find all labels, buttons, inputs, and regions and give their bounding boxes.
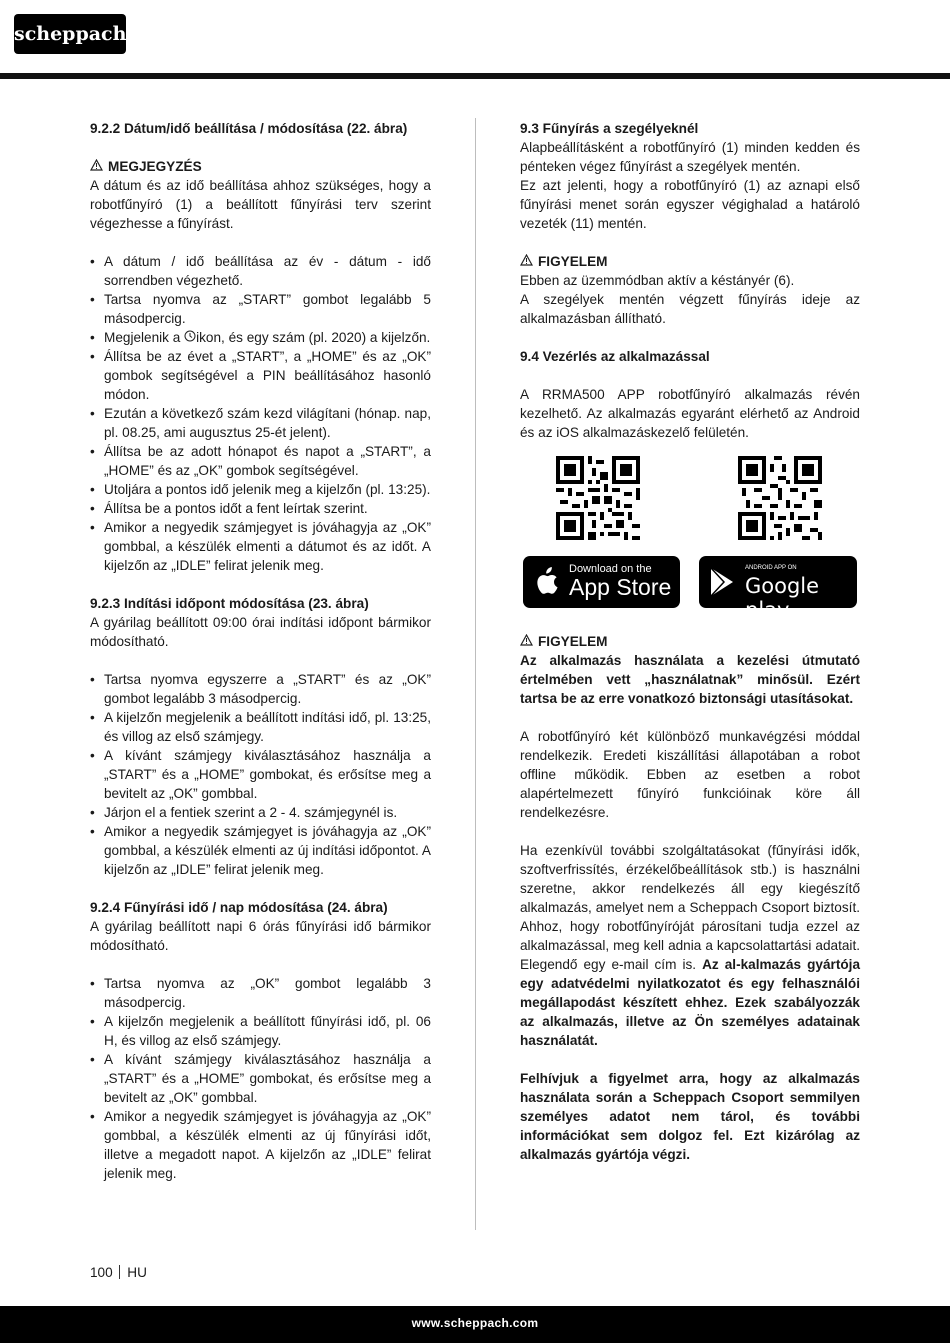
list-item: • A kijelzőn megjelenik a beállított fűnyírási idő, pl. 06 H, és villog az első számjegy. [90,1012,431,1050]
section-9-2-4-intro: A gyárilag beállított napi 6 órás fűnyírási idő bármikor módosítható. [90,919,431,953]
app-store-badge[interactable] [523,556,680,608]
list-item: • A kívánt számjegy kiválasztásához használja a „START” és a „HOME” gombokat, és erősítse meg a bevitelt az „OK” gombbal. [90,1050,431,1107]
list-item: • Ezután a következő szám kezd világítani (hónap. nap, pl. 08.25, ami augusztus 25-ét jelent). [90,404,431,442]
store-badges [520,556,860,622]
app-store-small-label: Download on the [569,563,652,575]
section-9-4-title: 9.4 Vezérlés az alkalmazással [520,349,710,364]
section-9-4-p1: A RRMA500 APP robotfűnyíró alkalmazás révén kezelhető. Az alkalmazás egyaránt elérhető az Android és az iOS alkalmazáskezelő felületén. [520,387,860,440]
section-9-2-3-title: 9.2.3 Indítási időpont módosítása (23. ábra) [90,596,369,611]
page-number: 100 HU [90,1265,147,1280]
list-item: • A kijelzőn megjelenik a beállított indítási idő, pl. 13:25, és villog az első számjegy. [90,708,431,746]
warning-icon [520,632,534,651]
warning-text-2: A szegélyek mentén végzett fűnyírás ideje az alkalmazásban állítható. [520,292,860,326]
qr-code-ios[interactable] [556,456,640,540]
list-item: • Amikor a negyedik számjegyet is jóváhagyja az „OK” gombbal, a készülék elmenti az új indítási időpontot. A kijelzőn az „IDLE” felirat jelenik meg. [90,822,431,879]
left-column [90,119,431,1183]
list-item: • Állítsa be az évet a „START”, a „HOME” és az „OK” gombok segítségével a PIN beállításához hasonló módon. [90,347,431,404]
list-item: • Megjelenik a ikon, és egy szám (pl. 2020) a kijelzőn. [90,328,431,347]
google-play-small-label: ANDROID APP ON [745,565,797,571]
list-item: • Járjon el a fentiek szerint a 2 - 4. számjegynél is. [90,803,431,822]
list-item: • Állítsa be a pontos időt a fent leírtak szerint. [90,499,431,518]
section-9-4-p2: A robotfűnyíró két különböző munkavégzési móddal rendelkezik. Eredeti kiszállítási állapotában a robot offline működik. Ebben az esetben a robot alapértelmezett fűnyíró funkcióinak köre áll rendelkezésre. [520,729,860,820]
bullet-list-9-2-3 [90,670,431,879]
bullet-list-9-2-2 [90,252,431,575]
section-9-2-4-title: 9.2.4 Fűnyírási idő / nap módosítása (24. ábra) [90,900,388,915]
website-link[interactable]: www.scheppach.com [411,1316,539,1330]
warning-bold-text: Az alkalmazás használata a kezelési útmutató értelmében vett „használatnak” minősül. Ezért tartsa be az erre vonatkozó biztonsági utasításokat. [520,653,860,706]
list-item: • Utoljára a pontos idő jelenik meg a kijelzőn (pl. 13:25). [90,480,431,499]
clock-icon [184,330,196,345]
column-divider [475,118,476,1230]
section-9-2-2-title: 9.2.2 Dátum/idő beállítása / módosítása (22. ábra) [90,121,408,136]
list-item: • A kívánt számjegy kiválasztásához használja a „START” és a „HOME” gombokat, és erősítse meg a bevitelt az „OK” gombbal. [90,746,431,803]
note-heading: MEGJEGYZÉS [90,157,431,176]
warning-text-1: Ebben az üzemmódban aktív a késtányér (6). [520,273,795,288]
play-icon [709,567,735,602]
bullet-list-9-2-4 [90,974,431,1183]
warning-heading-2: FIGYELEM [520,632,860,651]
footer-bar [0,1306,950,1343]
warning-heading: FIGYELEM [520,252,860,271]
list-item: • Állítsa be az adott hónapot és napot a „START”, a „HOME” és az „OK” gombok segítségével. [90,442,431,480]
header-bar [0,73,950,79]
list-item: • Amikor a negyedik számjegyet is jóváhagyja az „OK” gombbal, a készülék elmenti a dátumot és az időt. A kijelzőn az „IDLE” felirat jelenik meg. [90,518,431,575]
warning-icon [90,157,104,176]
list-item: • A dátum / idő beállítása az év - dátum - idő sorrendben végezhető. [90,252,431,290]
list-item: • Tartsa nyomva egyszerre a „START” és az „OK” gombot legalább 3 másodpercig. [90,670,431,708]
section-9-3-p2: Ez azt jelenti, hogy a robotfűnyíró (1) az aznapi első fűnyírási menet során egyszer végighalad a határoló vezeték (11) mentén. [520,178,860,231]
google-play-label: Google play [745,574,820,622]
list-item: • Amikor a negyedik számjegyet is jóváhagyja az „OK” gombbal, a készülék elmenti az új fűnyírási időt, illetve a megadott napot. A kijelzőn az „IDLE” felirat jelenik meg. [90,1107,431,1183]
note-text: A dátum és az idő beállítása ahhoz szükséges, hogy a robotfűnyíró (1) a beállított fűnyírási terv szerint végezhesse a fűnyírást. [90,178,431,231]
right-column [520,119,860,1164]
qr-codes [520,456,860,556]
section-9-4-p4: Felhívjuk a figyelmet arra, hogy az alkalmazás használata során a Scheppach Csoport semmilyen személyes adatot nem tárol, és további információkat sem dolgoz fel. Ezt kizárólag az alkalmazás gyártója végzi. [520,1071,860,1162]
section-9-3-title: 9.3 Fűnyírás a szegélyeknél [520,121,699,136]
warning-icon [520,252,534,271]
scheppach-logo: scheppach [14,14,126,54]
list-item: • Tartsa nyomva az „START” gombot legalább 5 másodpercig. [90,290,431,328]
section-9-2-3-intro: A gyárilag beállított 09:00 órai indítási időpont bármikor módosítható. [90,615,431,649]
app-store-label: App Store [569,574,672,600]
qr-code-android[interactable] [738,456,822,540]
section-9-3-p1: Alapbeállításként a robotfűnyíró (1) minden kedden és pénteken végez fűnyírást a szegélyek mentén. [520,140,860,174]
section-9-4-p3: Ha ezenkívül további szolgáltatásokat (fűnyírási idők, szoftverfrissítés, érzékelőbeállítások stb.) is használni szeretne, akkor rendelkezés áll egy kiegészítő alkalmazás, amelyet nem a Scheppach Csoport biztosít. Ahhoz, hogy robotfűnyíróját párosítani tudja ezzel az alkalmazással, meg kell adnia a kapcsolattartási adatait. Elegendő egy e-mail cím is. Az al-kalmazás gyártója egy adatvédelmi nyilatkozatot és egy felhasználói megállapodást készített ehhez. Ezek szabályozzák az alkalmazás, illetve az Ön személyes adatainak használatát. [520,843,860,1048]
list-item: • Tartsa nyomva az „OK” gombot legalább 3 másodpercig. [90,974,431,1012]
google-play-badge[interactable] [699,556,857,622]
apple-icon [534,566,558,601]
